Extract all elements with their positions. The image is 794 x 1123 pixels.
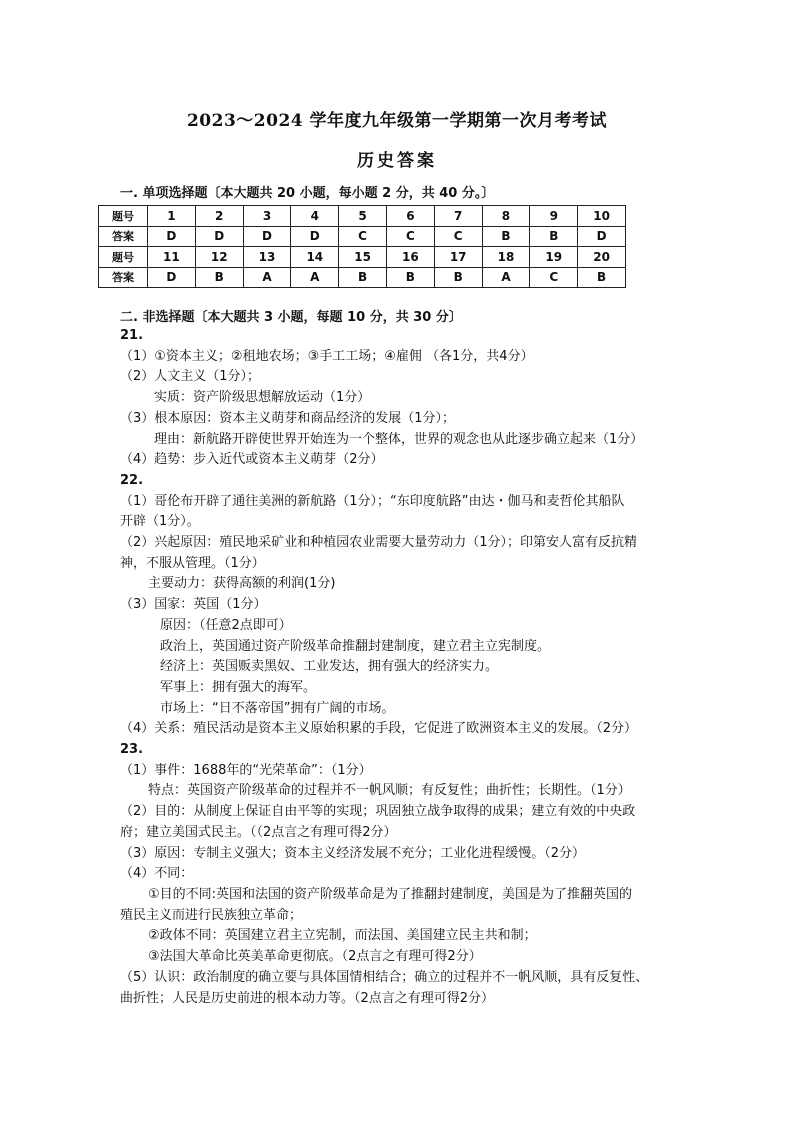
answer-line: ③法国大革命比英美革命更彻底。（2点言之有理可得2分） xyxy=(148,949,482,965)
table-cell: D xyxy=(578,226,626,247)
table-cell: 9 xyxy=(530,206,578,227)
table-cell: C xyxy=(339,226,387,247)
answer-line: （4）关系：殖民活动是资本主义原始积累的手段，它促进了欧洲资本主义的发展。（2分） xyxy=(120,721,638,737)
question-number: 22. xyxy=(120,472,144,488)
answer-line: 政治上，英国通过资产阶级革命推翻封建制度，建立君主立宪制度。 xyxy=(160,638,551,654)
table-cell: B xyxy=(530,226,578,247)
section-heading-choice: 一. 单项选择题〔本大题共 20 小题，每小题 2 分，共 40 分。〕 xyxy=(120,186,495,201)
answer-line: 神，不服从管理。（1分） xyxy=(120,555,265,571)
table-cell: B xyxy=(195,267,243,288)
answer-line: （1）①资本主义；②租地农场；③手工工场；④雇佣 （各1分，共4分） xyxy=(120,348,534,364)
answer-line: （4）不同： xyxy=(120,866,194,882)
page-subtitle: 历史答案 xyxy=(357,151,437,171)
answer-line: （3）国家：英国（1分） xyxy=(120,597,267,613)
answer-line: （4）趋势：步入近代或资本主义萌芽（2分） xyxy=(120,452,384,468)
answer-line: ①目的不同:英国和法国的资产阶级革命是为了推翻封建制度，美国是为了推翻英国的 xyxy=(148,886,633,902)
table-cell: C xyxy=(530,267,578,288)
answer-table-row xyxy=(99,226,626,247)
table-cell: 19 xyxy=(530,247,578,268)
row-label: 答案 xyxy=(99,226,148,247)
answer-body xyxy=(120,326,690,1009)
table-cell: B xyxy=(434,267,482,288)
row-label: 答案 xyxy=(99,267,148,288)
table-cell: D xyxy=(291,226,339,247)
answer-line: ②政体不同：英国建立君主立宪制，而法国、美国建立民主共和制； xyxy=(148,928,537,944)
table-cell: A xyxy=(243,267,291,288)
answer-line: （5）认识：政治制度的确立要与具体国情相结合；确立的过程并不一帆风顺，具有反复性、 xyxy=(120,969,649,985)
answer-line: （2）兴起原因：殖民地采矿业和种植园农业需要大量劳动力（1分）；印第安人富有反抗精 xyxy=(120,535,638,551)
answer-line: （2）目的：从制度上保证自由平等的实现；巩固独立战争取得的成果；建立有效的中央政 xyxy=(120,804,636,820)
answer-line: 理由：新航路开辟使世界开始连为一个整体，世界的观念也从此逐步确立起来（1分） xyxy=(154,431,644,447)
answer-line: 府；建立美国式民主。（（2点言之有理可得2分） xyxy=(120,824,397,840)
table-cell: A xyxy=(482,267,530,288)
table-cell: C xyxy=(386,226,434,247)
row-label: 题号 xyxy=(99,206,148,227)
table-cell: B xyxy=(386,267,434,288)
table-cell: A xyxy=(291,267,339,288)
table-cell: 16 xyxy=(386,247,434,268)
table-cell: 8 xyxy=(482,206,530,227)
table-cell: 2 xyxy=(195,206,243,227)
answer-table-row xyxy=(99,267,626,288)
table-cell: 11 xyxy=(148,247,196,268)
table-cell: 17 xyxy=(434,247,482,268)
answer-line: （3）原因：专制主义强大；资本主义经济发展不充分；工业化进程缓慢。（2分） xyxy=(120,845,586,861)
table-cell: 12 xyxy=(195,247,243,268)
table-cell: 6 xyxy=(386,206,434,227)
question-number: 23. xyxy=(120,742,144,758)
table-cell: D xyxy=(148,226,196,247)
table-cell: 4 xyxy=(291,206,339,227)
answer-line: 军事上：拥有强大的海军。 xyxy=(160,679,317,695)
table-cell: 7 xyxy=(434,206,482,227)
section-heading-non-choice: 二. 非选择题〔本大题共 3 小题，每题 10 分，共 30 分〕 xyxy=(120,310,462,325)
answer-table-row xyxy=(99,206,626,227)
table-cell: 20 xyxy=(578,247,626,268)
table-cell: 1 xyxy=(148,206,196,227)
table-cell: 13 xyxy=(243,247,291,268)
table-cell: C xyxy=(434,226,482,247)
table-cell: B xyxy=(482,226,530,247)
question-number: 21. xyxy=(120,328,144,343)
row-label: 题号 xyxy=(99,247,148,268)
answer-table-row xyxy=(99,247,626,268)
answer-line: 市场上：“日不落帝国”拥有广阔的市场。 xyxy=(160,700,395,716)
answer-line: 特点：英国资产阶级革命的过程并不一帆风顺；有反复性；曲折性；长期性。（1分） xyxy=(148,783,631,799)
answer-table xyxy=(98,205,626,288)
table-cell: 18 xyxy=(482,247,530,268)
answer-line: 主要动力：获得高额的利润(1分) xyxy=(148,576,336,592)
answer-line: 原因：（任意2点即可） xyxy=(160,617,292,633)
table-cell: 14 xyxy=(291,247,339,268)
table-cell: D xyxy=(243,226,291,247)
table-cell: 10 xyxy=(578,206,626,227)
table-cell: D xyxy=(148,267,196,288)
answer-line: 开辟（1分）。 xyxy=(120,514,200,530)
answer-line: （1）事件：1688年的“光荣革命”：（1分） xyxy=(120,762,372,778)
answer-line: 曲折性；人民是历史前进的根本动力等。（2点言之有理可得2分） xyxy=(120,990,495,1006)
answer-line: 殖民主义而进行民族独立革命； xyxy=(120,907,303,923)
answer-line: （2）人文主义（1分）； xyxy=(120,369,261,385)
table-cell: 5 xyxy=(339,206,387,227)
answer-line: 经济上：英国贩卖黑奴、工业发达，拥有强大的经济实力。 xyxy=(160,659,499,675)
answer-line: 实质：资产阶级思想解放运动（1分） xyxy=(154,390,371,406)
answer-line: （3）根本原因：资本主义萌芽和商品经济的发展（1分）； xyxy=(120,410,456,426)
table-cell: 3 xyxy=(243,206,291,227)
answer-line: （1）哥伦布开辟了通往美洲的新航路（1分）；“东印度航路”由达・伽马和麦哲伦其船队 xyxy=(120,493,625,509)
table-cell: B xyxy=(578,267,626,288)
table-cell: D xyxy=(195,226,243,247)
page-title: 2023～2024 学年度九年级第一学期第一次月考考试 xyxy=(186,111,608,131)
table-cell: B xyxy=(339,267,387,288)
table-cell: 15 xyxy=(339,247,387,268)
